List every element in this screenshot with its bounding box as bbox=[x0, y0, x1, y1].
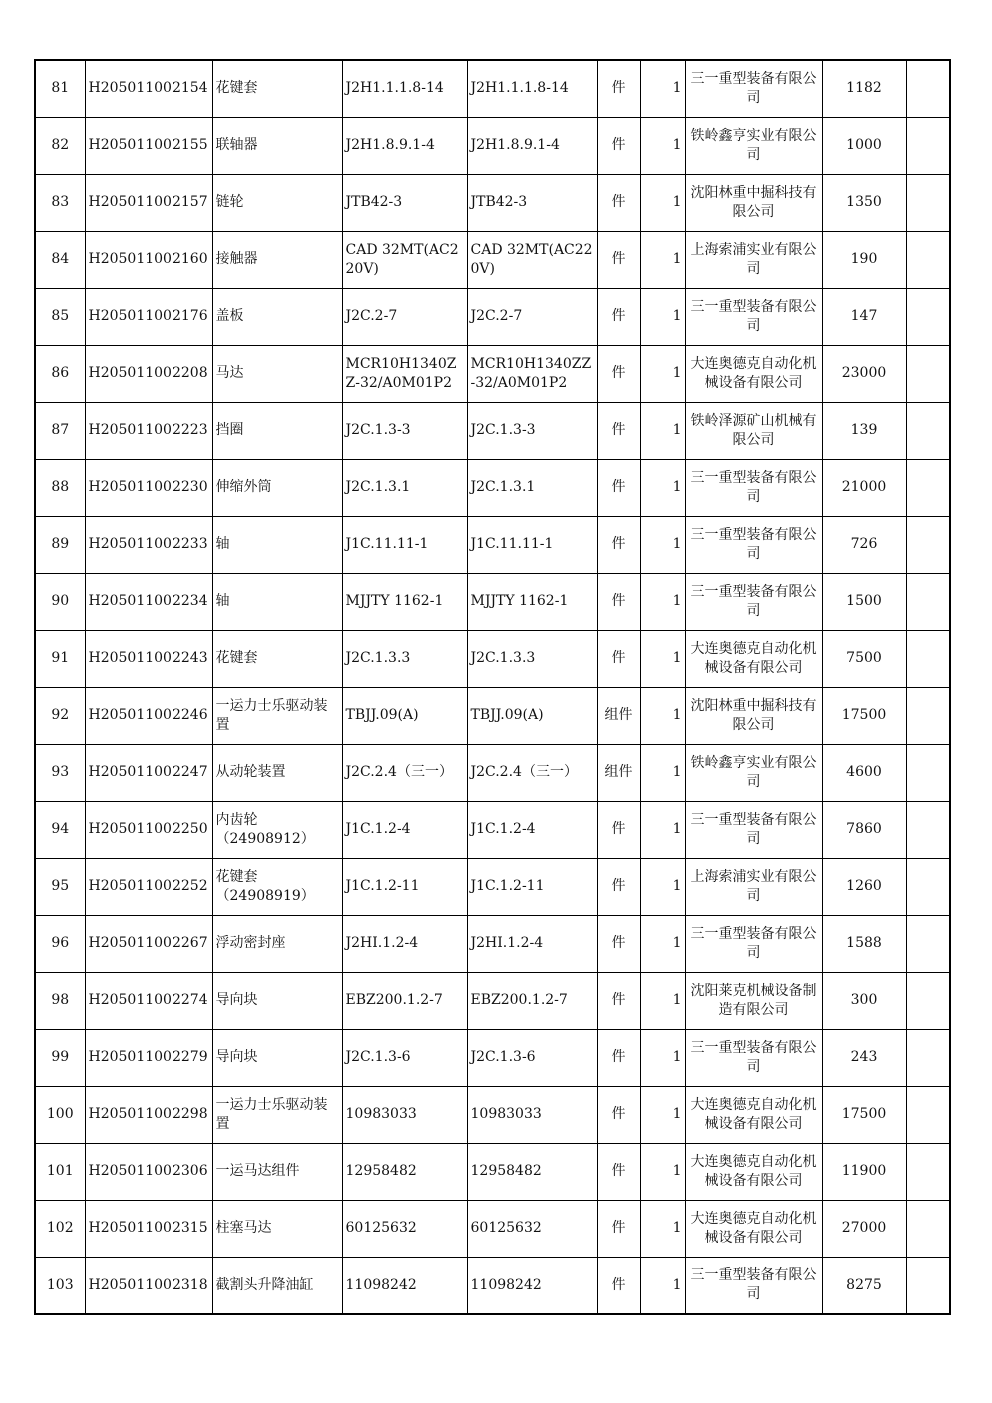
unit-price-cell: 27000 bbox=[822, 1200, 906, 1257]
remark-cell bbox=[906, 1257, 950, 1314]
table-row bbox=[35, 1143, 950, 1200]
part-name-cell: 浮动密封座 bbox=[212, 915, 342, 972]
material-code-cell: H205011002315 bbox=[85, 1200, 212, 1257]
unit-cell: 件 bbox=[597, 459, 640, 516]
unit-cell: 件 bbox=[597, 1029, 640, 1086]
row-number-cell: 90 bbox=[35, 573, 85, 630]
table-row bbox=[35, 174, 950, 231]
unit-price-cell: 23000 bbox=[822, 345, 906, 402]
spec-model-cell: J1C.1.2-4 bbox=[342, 801, 467, 858]
unit-price-cell: 1588 bbox=[822, 915, 906, 972]
quantity-cell: 1 bbox=[640, 1143, 685, 1200]
row-number-cell: 98 bbox=[35, 972, 85, 1029]
spec-model-cell: EBZ200.1.2-7 bbox=[342, 972, 467, 1029]
spec-model-cell: J1C.11.11-1 bbox=[342, 516, 467, 573]
unit-price-cell: 17500 bbox=[822, 1086, 906, 1143]
supplier-cell: 三一重型装备有限公司 bbox=[685, 288, 822, 345]
drawing-number-cell: J2H1.1.1.8-14 bbox=[467, 60, 597, 117]
unit-cell: 件 bbox=[597, 174, 640, 231]
quantity-cell: 1 bbox=[640, 459, 685, 516]
unit-cell: 组件 bbox=[597, 744, 640, 801]
spec-model-cell: CAD 32MT(AC220V) bbox=[342, 231, 467, 288]
supplier-cell: 大连奥德克自动化机械设备有限公司 bbox=[685, 1086, 822, 1143]
table-row bbox=[35, 1029, 950, 1086]
spec-model-cell: 12958482 bbox=[342, 1143, 467, 1200]
unit-cell: 件 bbox=[597, 345, 640, 402]
drawing-number-cell: MJJTY 1162-1 bbox=[467, 573, 597, 630]
unit-price-cell: 11900 bbox=[822, 1143, 906, 1200]
remark-cell bbox=[906, 1029, 950, 1086]
remark-cell bbox=[906, 630, 950, 687]
quantity-cell: 1 bbox=[640, 858, 685, 915]
material-code-cell: H205011002306 bbox=[85, 1143, 212, 1200]
spec-model-cell: J2H1.8.9.1-4 bbox=[342, 117, 467, 174]
row-number-cell: 88 bbox=[35, 459, 85, 516]
remark-cell bbox=[906, 60, 950, 117]
quantity-cell: 1 bbox=[640, 915, 685, 972]
row-number-cell: 86 bbox=[35, 345, 85, 402]
supplier-cell: 大连奥德克自动化机械设备有限公司 bbox=[685, 345, 822, 402]
drawing-number-cell: J2H1.8.9.1-4 bbox=[467, 117, 597, 174]
row-number-cell: 103 bbox=[35, 1257, 85, 1314]
unit-cell: 件 bbox=[597, 402, 640, 459]
quantity-cell: 1 bbox=[640, 972, 685, 1029]
material-code-cell: H205011002267 bbox=[85, 915, 212, 972]
spec-model-cell: J2C.1.3.1 bbox=[342, 459, 467, 516]
spec-model-cell: 60125632 bbox=[342, 1200, 467, 1257]
material-code-cell: H205011002160 bbox=[85, 231, 212, 288]
part-name-cell: 花键套（24908919） bbox=[212, 858, 342, 915]
spec-model-cell: J2C.1.3-3 bbox=[342, 402, 467, 459]
drawing-number-cell: J2C.1.3.3 bbox=[467, 630, 597, 687]
table-body bbox=[35, 60, 950, 1314]
unit-price-cell: 8275 bbox=[822, 1257, 906, 1314]
quantity-cell: 1 bbox=[640, 1029, 685, 1086]
row-number-cell: 84 bbox=[35, 231, 85, 288]
table-row bbox=[35, 972, 950, 1029]
remark-cell bbox=[906, 459, 950, 516]
quantity-cell: 1 bbox=[640, 117, 685, 174]
spec-model-cell: MCR10H1340ZZ-32/A0M01P2 bbox=[342, 345, 467, 402]
remark-cell bbox=[906, 402, 950, 459]
drawing-number-cell: J2C.1.3-6 bbox=[467, 1029, 597, 1086]
drawing-number-cell: J2C.1.3.1 bbox=[467, 459, 597, 516]
remark-cell bbox=[906, 117, 950, 174]
material-code-cell: H205011002298 bbox=[85, 1086, 212, 1143]
quantity-cell: 1 bbox=[640, 744, 685, 801]
quantity-cell: 1 bbox=[640, 60, 685, 117]
drawing-number-cell: MCR10H1340ZZ-32/A0M01P2 bbox=[467, 345, 597, 402]
part-name-cell: 柱塞马达 bbox=[212, 1200, 342, 1257]
row-number-cell: 101 bbox=[35, 1143, 85, 1200]
unit-cell: 件 bbox=[597, 60, 640, 117]
remark-cell bbox=[906, 1086, 950, 1143]
drawing-number-cell: J2C.1.3-3 bbox=[467, 402, 597, 459]
quantity-cell: 1 bbox=[640, 630, 685, 687]
part-name-cell: 截割头升降油缸 bbox=[212, 1257, 342, 1314]
row-number-cell: 83 bbox=[35, 174, 85, 231]
quantity-cell: 1 bbox=[640, 1200, 685, 1257]
unit-cell: 组件 bbox=[597, 687, 640, 744]
material-code-cell: H205011002318 bbox=[85, 1257, 212, 1314]
drawing-number-cell: J1C.11.11-1 bbox=[467, 516, 597, 573]
drawing-number-cell: EBZ200.1.2-7 bbox=[467, 972, 597, 1029]
material-code-cell: H205011002234 bbox=[85, 573, 212, 630]
unit-price-cell: 21000 bbox=[822, 459, 906, 516]
quantity-cell: 1 bbox=[640, 1257, 685, 1314]
part-name-cell: 花键套 bbox=[212, 630, 342, 687]
part-name-cell: 盖板 bbox=[212, 288, 342, 345]
spec-model-cell: J2H1.1.1.8-14 bbox=[342, 60, 467, 117]
unit-cell: 件 bbox=[597, 288, 640, 345]
unit-cell: 件 bbox=[597, 972, 640, 1029]
drawing-number-cell: J2C.2-7 bbox=[467, 288, 597, 345]
material-code-cell: H205011002279 bbox=[85, 1029, 212, 1086]
table-row bbox=[35, 60, 950, 117]
drawing-number-cell: 11098242 bbox=[467, 1257, 597, 1314]
unit-price-cell: 1182 bbox=[822, 60, 906, 117]
drawing-number-cell: CAD 32MT(AC220V) bbox=[467, 231, 597, 288]
remark-cell bbox=[906, 801, 950, 858]
row-number-cell: 89 bbox=[35, 516, 85, 573]
supplier-cell: 铁岭鑫亨实业有限公司 bbox=[685, 117, 822, 174]
table-row bbox=[35, 117, 950, 174]
unit-price-cell: 139 bbox=[822, 402, 906, 459]
remark-cell bbox=[906, 858, 950, 915]
unit-cell: 件 bbox=[597, 630, 640, 687]
unit-price-cell: 300 bbox=[822, 972, 906, 1029]
row-number-cell: 87 bbox=[35, 402, 85, 459]
unit-cell: 件 bbox=[597, 117, 640, 174]
quantity-cell: 1 bbox=[640, 231, 685, 288]
row-number-cell: 81 bbox=[35, 60, 85, 117]
drawing-number-cell: TBJJ.09(A) bbox=[467, 687, 597, 744]
row-number-cell: 85 bbox=[35, 288, 85, 345]
quantity-cell: 1 bbox=[640, 288, 685, 345]
remark-cell bbox=[906, 288, 950, 345]
quantity-cell: 1 bbox=[640, 516, 685, 573]
row-number-cell: 95 bbox=[35, 858, 85, 915]
material-code-cell: H205011002246 bbox=[85, 687, 212, 744]
unit-cell: 件 bbox=[597, 1257, 640, 1314]
material-code-cell: H205011002247 bbox=[85, 744, 212, 801]
table-row bbox=[35, 1086, 950, 1143]
quantity-cell: 1 bbox=[640, 345, 685, 402]
part-name-cell: 接触器 bbox=[212, 231, 342, 288]
table-row bbox=[35, 459, 950, 516]
spec-model-cell: J2C.2.4（三一） bbox=[342, 744, 467, 801]
row-number-cell: 99 bbox=[35, 1029, 85, 1086]
table-row bbox=[35, 1257, 950, 1314]
table-row bbox=[35, 915, 950, 972]
unit-cell: 件 bbox=[597, 1200, 640, 1257]
row-number-cell: 94 bbox=[35, 801, 85, 858]
remark-cell bbox=[906, 744, 950, 801]
spec-model-cell: TBJJ.09(A) bbox=[342, 687, 467, 744]
row-number-cell: 92 bbox=[35, 687, 85, 744]
unit-price-cell: 1500 bbox=[822, 573, 906, 630]
supplier-cell: 上海索浦实业有限公司 bbox=[685, 858, 822, 915]
drawing-number-cell: J2HI.1.2-4 bbox=[467, 915, 597, 972]
remark-cell bbox=[906, 1143, 950, 1200]
material-code-cell: H205011002208 bbox=[85, 345, 212, 402]
drawing-number-cell: J1C.1.2-4 bbox=[467, 801, 597, 858]
spec-model-cell: MJJTY 1162-1 bbox=[342, 573, 467, 630]
supplier-cell: 铁岭泽源矿山机械有限公司 bbox=[685, 402, 822, 459]
remark-cell bbox=[906, 972, 950, 1029]
unit-cell: 件 bbox=[597, 231, 640, 288]
supplier-cell: 铁岭鑫亨实业有限公司 bbox=[685, 744, 822, 801]
supplier-cell: 沈阳林重中掘科技有限公司 bbox=[685, 687, 822, 744]
material-code-cell: H205011002154 bbox=[85, 60, 212, 117]
supplier-cell: 大连奥德克自动化机械设备有限公司 bbox=[685, 1143, 822, 1200]
supplier-cell: 沈阳莱克机械设备制造有限公司 bbox=[685, 972, 822, 1029]
table-row bbox=[35, 402, 950, 459]
part-name-cell: 马达 bbox=[212, 345, 342, 402]
spec-model-cell: J1C.1.2-11 bbox=[342, 858, 467, 915]
drawing-number-cell: 10983033 bbox=[467, 1086, 597, 1143]
row-number-cell: 102 bbox=[35, 1200, 85, 1257]
unit-price-cell: 7860 bbox=[822, 801, 906, 858]
table-row bbox=[35, 516, 950, 573]
supplier-cell: 三一重型装备有限公司 bbox=[685, 915, 822, 972]
unit-cell: 件 bbox=[597, 915, 640, 972]
part-name-cell: 联轴器 bbox=[212, 117, 342, 174]
unit-cell: 件 bbox=[597, 573, 640, 630]
table-row bbox=[35, 687, 950, 744]
part-name-cell: 轴 bbox=[212, 516, 342, 573]
unit-price-cell: 17500 bbox=[822, 687, 906, 744]
unit-price-cell: 4600 bbox=[822, 744, 906, 801]
unit-price-cell: 1260 bbox=[822, 858, 906, 915]
supplier-cell: 大连奥德克自动化机械设备有限公司 bbox=[685, 1200, 822, 1257]
material-code-cell: H205011002233 bbox=[85, 516, 212, 573]
row-number-cell: 82 bbox=[35, 117, 85, 174]
table-row bbox=[35, 231, 950, 288]
quantity-cell: 1 bbox=[640, 174, 685, 231]
material-code-cell: H205011002230 bbox=[85, 459, 212, 516]
spec-model-cell: J2HI.1.2-4 bbox=[342, 915, 467, 972]
spec-model-cell: J2C.1.3-6 bbox=[342, 1029, 467, 1086]
unit-price-cell: 1350 bbox=[822, 174, 906, 231]
table-row bbox=[35, 573, 950, 630]
supplier-cell: 三一重型装备有限公司 bbox=[685, 459, 822, 516]
supplier-cell: 三一重型装备有限公司 bbox=[685, 573, 822, 630]
drawing-number-cell: J1C.1.2-11 bbox=[467, 858, 597, 915]
remark-cell bbox=[906, 687, 950, 744]
remark-cell bbox=[906, 1200, 950, 1257]
remark-cell bbox=[906, 915, 950, 972]
supplier-cell: 三一重型装备有限公司 bbox=[685, 60, 822, 117]
unit-cell: 件 bbox=[597, 858, 640, 915]
table-row bbox=[35, 345, 950, 402]
row-number-cell: 96 bbox=[35, 915, 85, 972]
table-row bbox=[35, 801, 950, 858]
quantity-cell: 1 bbox=[640, 687, 685, 744]
unit-cell: 件 bbox=[597, 801, 640, 858]
row-number-cell: 93 bbox=[35, 744, 85, 801]
remark-cell bbox=[906, 516, 950, 573]
row-number-cell: 91 bbox=[35, 630, 85, 687]
spec-model-cell: J2C.1.3.3 bbox=[342, 630, 467, 687]
remark-cell bbox=[906, 345, 950, 402]
part-name-cell: 导向块 bbox=[212, 972, 342, 1029]
drawing-number-cell: 60125632 bbox=[467, 1200, 597, 1257]
part-name-cell: 一运力士乐驱动装置 bbox=[212, 1086, 342, 1143]
quantity-cell: 1 bbox=[640, 1086, 685, 1143]
part-name-cell: 导向块 bbox=[212, 1029, 342, 1086]
supplier-cell: 三一重型装备有限公司 bbox=[685, 516, 822, 573]
unit-price-cell: 7500 bbox=[822, 630, 906, 687]
quantity-cell: 1 bbox=[640, 573, 685, 630]
part-name-cell: 挡圈 bbox=[212, 402, 342, 459]
supplier-cell: 大连奥德克自动化机械设备有限公司 bbox=[685, 630, 822, 687]
material-code-cell: H205011002250 bbox=[85, 801, 212, 858]
remark-cell bbox=[906, 573, 950, 630]
quantity-cell: 1 bbox=[640, 402, 685, 459]
remark-cell bbox=[906, 174, 950, 231]
unit-price-cell: 190 bbox=[822, 231, 906, 288]
table-row bbox=[35, 858, 950, 915]
part-name-cell: 伸缩外筒 bbox=[212, 459, 342, 516]
part-name-cell: 链轮 bbox=[212, 174, 342, 231]
part-name-cell: 一运马达组件 bbox=[212, 1143, 342, 1200]
row-number-cell: 100 bbox=[35, 1086, 85, 1143]
supplier-cell: 三一重型装备有限公司 bbox=[685, 1029, 822, 1086]
part-name-cell: 内齿轮（24908912） bbox=[212, 801, 342, 858]
unit-cell: 件 bbox=[597, 1086, 640, 1143]
parts-table bbox=[34, 59, 951, 1315]
spec-model-cell: J2C.2-7 bbox=[342, 288, 467, 345]
table-row bbox=[35, 288, 950, 345]
supplier-cell: 三一重型装备有限公司 bbox=[685, 801, 822, 858]
unit-price-cell: 243 bbox=[822, 1029, 906, 1086]
drawing-number-cell: 12958482 bbox=[467, 1143, 597, 1200]
material-code-cell: H205011002157 bbox=[85, 174, 212, 231]
remark-cell bbox=[906, 231, 950, 288]
supplier-cell: 上海索浦实业有限公司 bbox=[685, 231, 822, 288]
spec-model-cell: JTB42-3 bbox=[342, 174, 467, 231]
drawing-number-cell: J2C.2.4（三一） bbox=[467, 744, 597, 801]
material-code-cell: H205011002243 bbox=[85, 630, 212, 687]
table-row bbox=[35, 744, 950, 801]
supplier-cell: 三一重型装备有限公司 bbox=[685, 1257, 822, 1314]
material-code-cell: H205011002223 bbox=[85, 402, 212, 459]
material-code-cell: H205011002155 bbox=[85, 117, 212, 174]
part-name-cell: 一运力士乐驱动装置 bbox=[212, 687, 342, 744]
unit-cell: 件 bbox=[597, 1143, 640, 1200]
table-row bbox=[35, 1200, 950, 1257]
quantity-cell: 1 bbox=[640, 801, 685, 858]
spec-model-cell: 10983033 bbox=[342, 1086, 467, 1143]
unit-price-cell: 726 bbox=[822, 516, 906, 573]
table-row bbox=[35, 630, 950, 687]
drawing-number-cell: JTB42-3 bbox=[467, 174, 597, 231]
material-code-cell: H205011002176 bbox=[85, 288, 212, 345]
part-name-cell: 轴 bbox=[212, 573, 342, 630]
part-name-cell: 从动轮装置 bbox=[212, 744, 342, 801]
spec-model-cell: 11098242 bbox=[342, 1257, 467, 1314]
unit-price-cell: 147 bbox=[822, 288, 906, 345]
part-name-cell: 花键套 bbox=[212, 60, 342, 117]
supplier-cell: 沈阳林重中掘科技有限公司 bbox=[685, 174, 822, 231]
material-code-cell: H205011002252 bbox=[85, 858, 212, 915]
unit-cell: 件 bbox=[597, 516, 640, 573]
material-code-cell: H205011002274 bbox=[85, 972, 212, 1029]
unit-price-cell: 1000 bbox=[822, 117, 906, 174]
